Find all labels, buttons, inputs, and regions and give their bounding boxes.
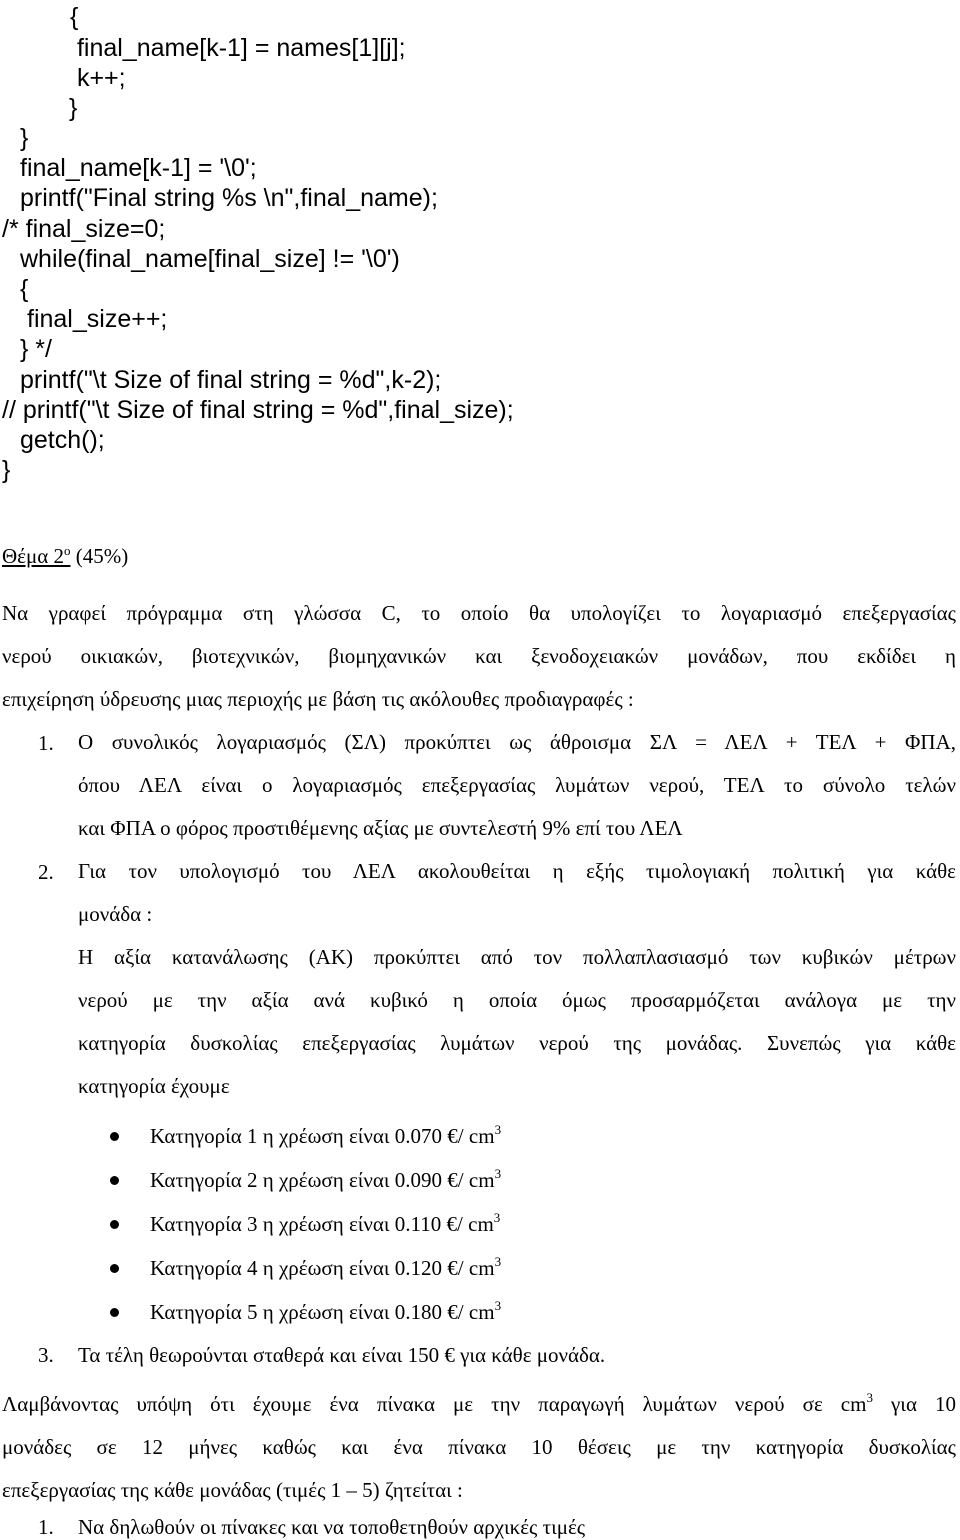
item-2-text: [78, 850, 956, 1108]
bullet-icon: [110, 1264, 119, 1273]
code-line: printf("Final string %s \n",final_name);: [20, 184, 438, 212]
item-number: 2.: [38, 860, 54, 884]
item-line: μονάδα :: [78, 902, 153, 926]
closing-paragraph: [2, 1376, 956, 1512]
intro-paragraph: [2, 592, 956, 721]
item-line: όπου ΛΕΛ είναι ο λογαριασμός επεξεργασίας λυμάτων νερού, ΤΕΛ το σύνολο τελών: [78, 773, 956, 797]
code-line: // printf("\t Size of final string = %d",final_size);: [2, 396, 514, 424]
item-line: Η αξία κατανάλωσης (ΑΚ) προκύπτει από τον πολλαπλασιασμό των κυβικών μέτρων: [78, 945, 956, 969]
code-line: /* final_size=0;: [2, 215, 166, 243]
closing-line: μονάδες σε 12 μήνες καθώς και ένα πίνακα 10 θέσεις με την κατηγορία δυσκολίας: [2, 1435, 956, 1459]
code-line: k++;: [70, 64, 126, 92]
code-line: {: [20, 275, 29, 303]
intro-line: επιχείρηση ύδρευσης μιας περιοχής με βάση τις ακόλουθες προδιαγραφές :: [2, 687, 634, 711]
item-line: Για τον υπολογισμό του ΛΕΛ ακολουθείται η εξής τιμολογιακή πολιτική για κάθε: [78, 859, 956, 883]
code-line: getch();: [20, 426, 105, 454]
item-1-text: [78, 721, 956, 850]
closing-line: επεξεργασίας της κάθε μονάδας (τιμές 1 – 5) ζητείται :: [2, 1478, 463, 1502]
code-line: }: [20, 124, 29, 152]
code-line: }: [62, 94, 78, 122]
bullet-icon: [110, 1308, 119, 1317]
bullet-icon: [110, 1132, 119, 1141]
item-3-text: Τα τέλη θεωρούνται σταθερά και είναι 150 € για κάθε μονάδα.: [78, 1343, 606, 1367]
item-line: κατηγορία δυσκολίας επεξεργασίας λυμάτων νερού της μονάδας. Συνεπώς για κάθε: [78, 1031, 956, 1055]
code-line: final_name[k-1] = '\0';: [20, 154, 257, 182]
bullet-icon: [110, 1176, 119, 1185]
intro-line: Να γραφεί πρόγραμμα στη γλώσσα C, το οποίο θα υπολογίζει το λογαριασμό επεξεργασίας: [2, 601, 956, 625]
code-line: final_name[k-1] = names[1][j];: [70, 34, 406, 62]
code-line: printf("\t Size of final string = %d",k-2);: [20, 366, 442, 394]
item-number: 3.: [38, 1343, 54, 1367]
question-number: 1.: [38, 1515, 54, 1539]
item-line: Ο συνολικός λογαριασμός (ΣΛ) προκύπτει ως άθροισμα ΣΛ = ΛΕΛ + ΤΕΛ + ΦΠΑ,: [78, 730, 956, 754]
intro-line: νερού οικιακών, βιοτεχνικών, βιομηχανικών και ξενοδοχειακών μονάδων, που εκδίδει η: [2, 644, 956, 668]
heading-title: Θέμα $2^o$: [2, 543, 71, 568]
code-line: } */: [20, 335, 52, 363]
code-line: final_size++;: [27, 305, 168, 333]
item-line: και ΦΠΑ ο φόρος προστιθέμενης αξίας με συντελεστή 9% επί του ΛΕΛ: [78, 816, 683, 840]
item-number: 1.: [38, 731, 54, 755]
closing-line: Λαμβάνοντας υπόψη ότι έχουμε ένα πίνακα με την παραγωγή λυμάτων νερού σε $cm^3$ για 10: [2, 1390, 956, 1416]
heading-weight: (45%): [75, 544, 129, 568]
code-line: while(final_name[final_size] != '\0'): [20, 245, 400, 273]
section-heading: [2, 543, 128, 569]
code-line: {: [70, 3, 79, 31]
bullet-icon: [110, 1220, 119, 1229]
item-line: κατηγορία έχουμε: [78, 1074, 230, 1098]
item-line: νερού με την αξία ανά κυβικό η οποία όμως προσαρμόζεται ανάλογα με την: [78, 988, 956, 1012]
question-text: Να δηλωθούν οι πίνακες και να τοποθετηθούν αρχικές τιμές: [78, 1515, 586, 1539]
code-line: }: [2, 456, 11, 484]
